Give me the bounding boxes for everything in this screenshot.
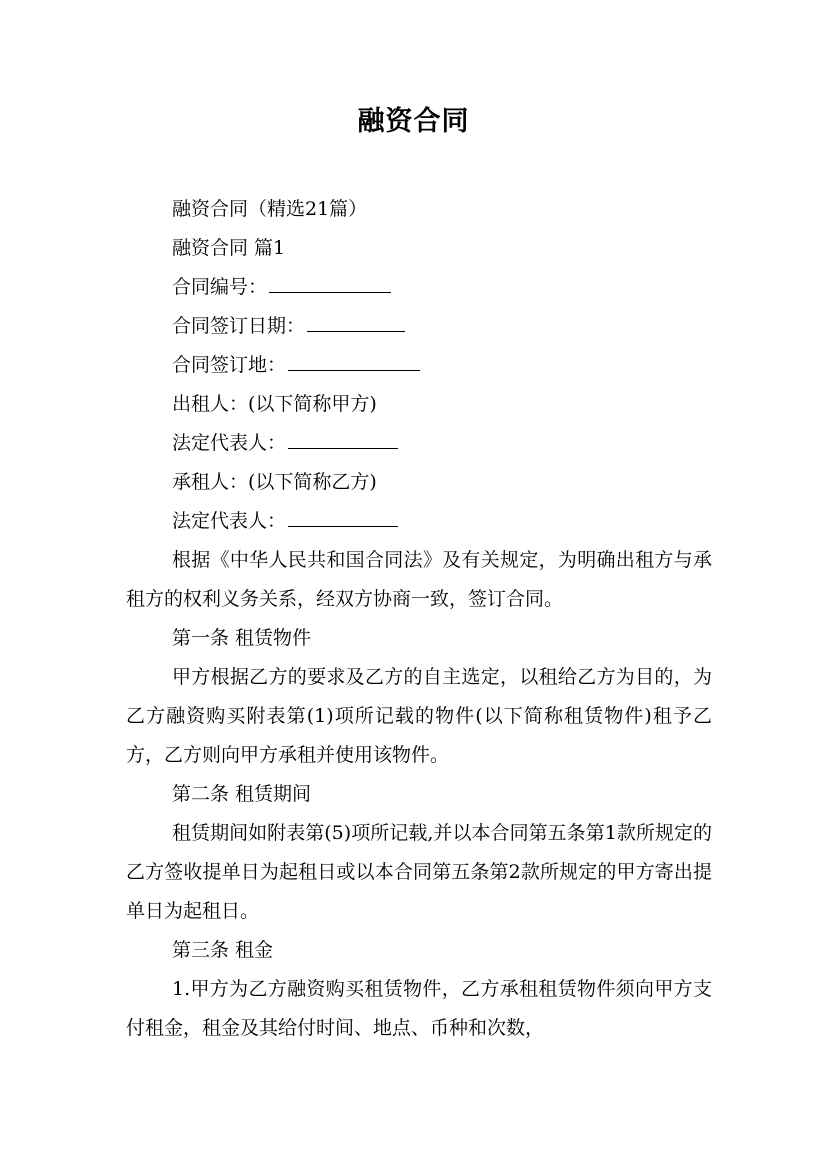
signing-place-blank <box>288 369 420 371</box>
document-subtitle: 融资合同（精选21篇） <box>172 198 368 220</box>
lessee-rep-field <box>126 502 712 541</box>
lessor-rep-field <box>126 424 712 463</box>
contract-number-field <box>126 268 712 307</box>
lessor-rep-label: 法定代表人： <box>172 432 287 454</box>
document-title: 融资合同 <box>357 106 470 137</box>
signing-date-blank <box>307 330 405 332</box>
lessor-line: 出租人：(以下简称甲方) <box>172 393 377 415</box>
signing-date-label: 合同签订日期： <box>172 315 306 337</box>
article-1-heading: 第一条 租赁物件 <box>172 627 312 649</box>
article-3-text: 1.甲方为乙方融资购买租赁物件，乙方承租租赁物件须向甲方支付租金，租金及其给付时间、地点、币种和次数， <box>126 978 712 1039</box>
signing-place-label: 合同签订地： <box>172 354 287 376</box>
intro-paragraph: 根据《中华人民共和国合同法》及有关规定，为明确出租方与承租方的权利义务关系，经双方协商一致，签订合同。 <box>126 549 712 610</box>
section-heading: 融资合同 篇1 <box>172 237 286 259</box>
lessor-rep-blank <box>288 447 398 449</box>
signing-date-field <box>126 307 712 346</box>
lessee-rep-blank <box>288 525 398 527</box>
contract-number-label: 合同编号： <box>172 276 268 298</box>
document-body <box>126 190 712 1048</box>
article-2-heading: 第二条 租赁期间 <box>172 783 312 805</box>
lessee-line: 承租人：(以下简称乙方) <box>172 471 377 493</box>
signing-place-field <box>126 346 712 385</box>
contract-number-blank <box>269 291 391 293</box>
article-1-text: 甲方根据乙方的要求及乙方的自主选定，以租给乙方为目的，为乙方融资购买附表第(1)项所记载的物件(以下简称租赁物件)租予乙方，乙方则向甲方承租并使用该物件。 <box>126 666 712 766</box>
lessee-rep-label: 法定代表人： <box>172 510 287 532</box>
article-3-heading: 第三条 租金 <box>172 939 274 961</box>
article-2-text: 租赁期间如附表第(5)项所记载,并以本合同第五条第1款所规定的乙方签收提单日为起租日或以本合同第五条第2款所规定的甲方寄出提单日为起租日。 <box>126 822 712 922</box>
